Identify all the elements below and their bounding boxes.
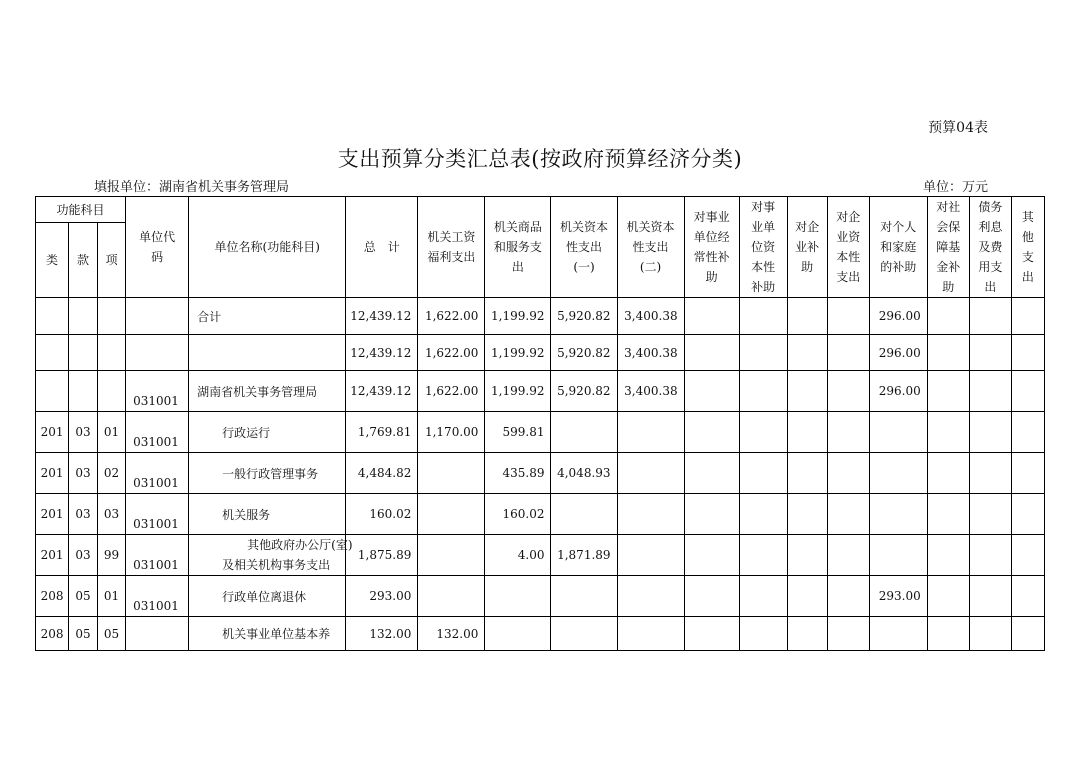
table-row (36, 494, 1045, 535)
cell-unit-name (189, 535, 353, 576)
cell-col8 (827, 453, 869, 494)
header-line: 债务 (978, 200, 1003, 214)
header-xiang: 项 (98, 223, 126, 298)
header-line: 支 (1021, 250, 1034, 264)
cell-col3: 1,871.89 (551, 535, 617, 576)
cell-xiang: 99 (98, 535, 126, 576)
cell-col6 (739, 617, 787, 651)
cell-col10 (927, 412, 969, 453)
cell-col4: 3,400.38 (617, 298, 684, 335)
cell-col2: 435.89 (485, 453, 551, 494)
cell-col8 (827, 335, 869, 371)
cell-lei: 208 (36, 576, 69, 617)
cell-col7 (787, 453, 827, 494)
cell-col2: 4.00 (485, 535, 551, 576)
cell-col4: 3,400.38 (617, 335, 684, 371)
cell-unit-name (189, 335, 346, 371)
cell-col2 (485, 576, 551, 617)
cell-col3 (551, 494, 617, 535)
cell-unit-code: 031001 (126, 535, 189, 576)
table-row (36, 617, 1045, 651)
header-col11 (969, 197, 1011, 298)
cell-lei (36, 371, 69, 412)
cell-col8 (827, 412, 869, 453)
cell-col7 (787, 335, 827, 371)
cell-col6 (739, 494, 787, 535)
cell-col12 (1011, 617, 1044, 651)
cell-col2: 1,199.92 (485, 298, 551, 335)
cell-kuan: 03 (69, 453, 98, 494)
cell-col5 (684, 298, 739, 335)
cell-col1: 1,622.00 (418, 371, 485, 412)
cell-col2: 599.81 (485, 412, 551, 453)
cell-col1: 132.00 (418, 617, 485, 651)
cell-col6 (739, 535, 787, 576)
cell-total: 12,439.12 (346, 371, 418, 412)
header-line: 对事 (751, 200, 776, 214)
cell-col10 (927, 371, 969, 412)
cell-col10 (927, 617, 969, 651)
unit-name-line: 湖南省机关事务管理局 (197, 384, 318, 399)
cell-col9: 296.00 (869, 371, 927, 412)
cell-col2: 1,199.92 (485, 371, 551, 412)
header-line: 对事业 (693, 210, 730, 224)
cell-unit-code: 031001 (126, 576, 189, 617)
cell-col3: 4,048.93 (551, 453, 617, 494)
header-unit-name: 单位名称(功能科目) (189, 197, 346, 298)
cell-col9 (869, 617, 927, 651)
cell-col1: 1,170.00 (418, 412, 485, 453)
header-line: 机关资本 (559, 220, 608, 234)
cell-total: 4,484.82 (346, 453, 418, 494)
header-line: 他 (1021, 230, 1034, 244)
page-title: 支出预算分类汇总表(按政府预算经济分类) (337, 147, 743, 171)
header-line: 业单 (751, 220, 776, 234)
cell-col4 (617, 453, 684, 494)
header-line: 对社 (936, 200, 961, 214)
header-line: 本性 (836, 250, 861, 264)
table-row (36, 412, 1045, 453)
header-line: 出 (511, 260, 524, 274)
cell-col3 (551, 412, 617, 453)
header-line: 码 (151, 250, 164, 264)
header-col10 (927, 197, 969, 298)
cell-col6 (739, 335, 787, 371)
cell-unit-code (126, 298, 189, 335)
cell-col3 (551, 576, 617, 617)
header-line: 补助 (751, 280, 776, 294)
cell-xiang: 02 (98, 453, 126, 494)
table-row (36, 298, 1045, 335)
cell-kuan (69, 298, 98, 335)
cell-col11 (969, 335, 1011, 371)
header-line: 机关资本 (626, 220, 675, 234)
unit-name-line: 行政单位离退休 (222, 589, 307, 604)
cell-col6 (739, 412, 787, 453)
cell-col1 (418, 453, 485, 494)
cell-unit-code: 031001 (126, 494, 189, 535)
header-line: 对企 (836, 210, 861, 224)
cell-unit-code: 031001 (126, 412, 189, 453)
header-line: 出 (984, 280, 997, 294)
currency-unit: 单位：万元 (922, 180, 988, 195)
cell-col3 (551, 617, 617, 651)
cell-col9 (869, 535, 927, 576)
cell-col12 (1011, 535, 1044, 576)
header-line: 出 (1021, 270, 1034, 284)
cell-unit-name (189, 617, 346, 651)
cell-kuan (69, 371, 98, 412)
cell-unit-code (126, 617, 189, 651)
header-line: 利息 (978, 220, 1003, 234)
cell-lei (36, 298, 69, 335)
header-col5 (684, 197, 739, 298)
cell-kuan: 03 (69, 535, 98, 576)
cell-col8 (827, 494, 869, 535)
cell-col1: 1,622.00 (418, 335, 485, 371)
cell-xiang (98, 371, 126, 412)
header-line: 及费 (978, 240, 1003, 254)
cell-col11 (969, 371, 1011, 412)
cell-kuan: 05 (69, 617, 98, 651)
cell-col11 (969, 412, 1011, 453)
cell-col1 (418, 494, 485, 535)
table-row (36, 453, 1045, 494)
cell-kuan: 03 (69, 494, 98, 535)
cell-col8 (827, 535, 869, 576)
cell-col8 (827, 371, 869, 412)
cell-lei: 201 (36, 535, 69, 576)
header-line: 和家庭 (880, 240, 917, 254)
cell-col12 (1011, 371, 1044, 412)
header-line: 助 (801, 260, 814, 274)
cell-unit-code: 031001 (126, 453, 189, 494)
cell-kuan: 05 (69, 576, 98, 617)
cell-col11 (969, 617, 1011, 651)
header-line: 性支出 (632, 240, 669, 254)
table-row (36, 371, 1045, 412)
cell-col11 (969, 453, 1011, 494)
cell-col3: 5,920.82 (551, 335, 617, 371)
cell-kuan (69, 335, 98, 371)
header-kuan: 款 (69, 223, 98, 298)
header-lei: 类 (36, 223, 69, 298)
cell-col10 (927, 535, 969, 576)
cell-unit-name (189, 494, 346, 535)
cell-xiang: 01 (98, 576, 126, 617)
cell-xiang: 01 (98, 412, 126, 453)
header-line: 支出 (836, 270, 861, 284)
cell-col5 (684, 617, 739, 651)
cell-total: 132.00 (346, 617, 418, 651)
cell-col7 (787, 576, 827, 617)
cell-col11 (969, 494, 1011, 535)
header-line: 福利支出 (427, 250, 476, 264)
header-col3 (551, 197, 617, 298)
cell-col6 (739, 298, 787, 335)
form-number: 预算04表 (928, 120, 988, 136)
header-line: 业资 (836, 230, 861, 244)
cell-col6 (739, 453, 787, 494)
unit-name-line: 机关服务 (222, 507, 271, 522)
cell-lei: 201 (36, 494, 69, 535)
cell-col7 (787, 371, 827, 412)
cell-col3: 5,920.82 (551, 371, 617, 412)
unit-name-line: 及相关机构事务支出 (222, 558, 331, 572)
cell-col12 (1011, 298, 1044, 335)
cell-col11 (969, 535, 1011, 576)
header-col8 (827, 197, 869, 298)
cell-unit-code: 031001 (126, 371, 189, 412)
header-line: 单位代 (139, 230, 176, 244)
header-line: 助 (705, 270, 718, 284)
cell-col1 (418, 576, 485, 617)
cell-lei: 201 (36, 453, 69, 494)
header-line: 用支 (978, 260, 1003, 274)
header-total: 总 计 (346, 197, 418, 298)
cell-total: 12,439.12 (346, 335, 418, 371)
unit-name-line: 其他政府办公厅(室) (247, 538, 353, 552)
cell-total: 1,769.81 (346, 412, 418, 453)
header-line: 金补 (936, 260, 961, 274)
cell-col1: 1,622.00 (418, 298, 485, 335)
cell-lei: 201 (36, 412, 69, 453)
cell-col7 (787, 494, 827, 535)
cell-col10 (927, 494, 969, 535)
header-line: (一) (573, 260, 595, 274)
cell-col5 (684, 453, 739, 494)
cell-col5 (684, 535, 739, 576)
cell-col9 (869, 412, 927, 453)
header-line: 常性补 (693, 250, 730, 264)
cell-col8 (827, 576, 869, 617)
cell-col2: 160.02 (485, 494, 551, 535)
header-col6 (739, 197, 787, 298)
cell-col8 (827, 617, 869, 651)
cell-col7 (787, 617, 827, 651)
cell-col11 (969, 576, 1011, 617)
cell-unit-name (189, 453, 346, 494)
filling-unit: 填报单位：湖南省机关事务管理局 (94, 180, 290, 195)
header-col2 (485, 197, 551, 298)
cell-col4 (617, 535, 684, 576)
unit-name-line: 机关事业单位基本养 (222, 627, 331, 641)
cell-col9: 293.00 (869, 576, 927, 617)
cell-xiang (98, 335, 126, 371)
cell-col7 (787, 535, 827, 576)
cell-col4 (617, 494, 684, 535)
cell-kuan: 03 (69, 412, 98, 453)
cell-col9 (869, 494, 927, 535)
cell-col10 (927, 335, 969, 371)
header-col7 (787, 197, 827, 298)
header-unit-code (126, 197, 189, 298)
cell-col10 (927, 576, 969, 617)
budget-table-body (36, 298, 1045, 651)
header-func-group: 功能科目 (36, 197, 126, 223)
cell-col7 (787, 412, 827, 453)
budget-table (35, 196, 1045, 651)
header-col12 (1011, 197, 1044, 298)
header-line: 对个人 (880, 220, 917, 234)
unit-name-line: 合计 (197, 309, 222, 324)
cell-col12 (1011, 412, 1044, 453)
header-col9 (869, 197, 927, 298)
header-col4 (617, 197, 684, 298)
cell-col5 (684, 576, 739, 617)
header-line: 单位经 (693, 230, 730, 244)
header-line: 机关工资 (427, 230, 476, 244)
cell-col5 (684, 371, 739, 412)
cell-xiang: 05 (98, 617, 126, 651)
header-line: 其 (1021, 210, 1034, 224)
cell-col12 (1011, 576, 1044, 617)
cell-col5 (684, 335, 739, 371)
cell-col12 (1011, 335, 1044, 371)
cell-col11 (969, 298, 1011, 335)
cell-col4: 3,400.38 (617, 371, 684, 412)
cell-col9: 296.00 (869, 335, 927, 371)
header-line: 助 (942, 280, 955, 294)
unit-name-line: 行政运行 (222, 425, 271, 440)
header-line: 机关商品 (493, 220, 542, 234)
cell-col12 (1011, 494, 1044, 535)
cell-total: 293.00 (346, 576, 418, 617)
header-line: 障基 (936, 240, 961, 254)
cell-unit-name (189, 371, 346, 412)
cell-total: 1,875.89 (346, 535, 418, 576)
cell-col1 (418, 535, 485, 576)
table-row (36, 335, 1045, 371)
cell-xiang: 03 (98, 494, 126, 535)
cell-col5 (684, 412, 739, 453)
cell-total: 12,439.12 (346, 298, 418, 335)
header-line: 对企 (795, 220, 820, 234)
table-row (36, 535, 1045, 576)
cell-xiang (98, 298, 126, 335)
cell-col4 (617, 576, 684, 617)
cell-col7 (787, 298, 827, 335)
cell-col12 (1011, 453, 1044, 494)
cell-lei (36, 335, 69, 371)
cell-col2: 1,199.92 (485, 335, 551, 371)
header-line: (二) (639, 260, 662, 274)
cell-lei: 208 (36, 617, 69, 651)
cell-col5 (684, 494, 739, 535)
cell-col10 (927, 298, 969, 335)
cell-unit-name (189, 298, 346, 335)
table-row (36, 576, 1045, 617)
cell-col6 (739, 371, 787, 412)
cell-unit-name (189, 576, 346, 617)
header-line: 和服务支 (493, 240, 542, 254)
header-line: 会保 (936, 220, 961, 234)
unit-name-line: 一般行政管理事务 (222, 466, 319, 481)
cell-col8 (827, 298, 869, 335)
cell-col9 (869, 453, 927, 494)
cell-unit-code (126, 335, 189, 371)
header-line: 业补 (795, 240, 820, 254)
cell-col4 (617, 617, 684, 651)
header-line: 本性 (751, 260, 776, 274)
header-line: 的补助 (880, 260, 917, 274)
cell-col3: 5,920.82 (551, 298, 617, 335)
cell-col9: 296.00 (869, 298, 927, 335)
cell-col10 (927, 453, 969, 494)
header-line: 位资 (751, 240, 776, 254)
cell-col2 (485, 617, 551, 651)
cell-total: 160.02 (346, 494, 418, 535)
header-line: 性支出 (565, 240, 602, 254)
cell-col6 (739, 576, 787, 617)
cell-col4 (617, 412, 684, 453)
cell-unit-name (189, 412, 346, 453)
header-col1 (418, 197, 485, 298)
